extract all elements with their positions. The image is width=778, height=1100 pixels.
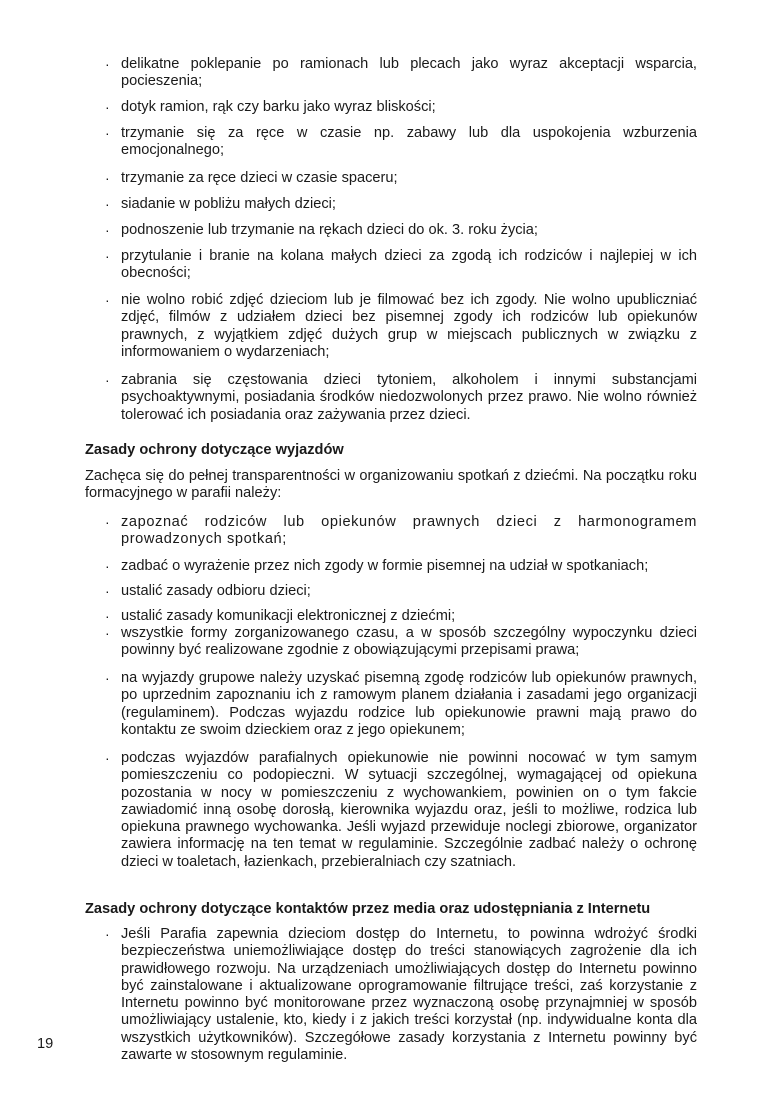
bullet-icon: · (105, 750, 110, 766)
list-item: · podczas wyjazdów parafialnych opiekunowie nie powinni nocować w tym samym pomieszczeniu co podopieczni. W sytuacji szczególnej, wymagającej od opiekuna pozostania w nocy w pomieszczeniu z wychowankiem, powinien on o tym fakcie zawiadomić inną osobę dorosłą, kierownika wyjazdu oraz, jeśli to możliwe, rodzica lub opiekuna prawnego wychowanka. Jeśli wyjazd przewiduje noclegi zbiorowe, organizator zawiera informację na ten temat w regulaminie. Szczególnie zadbać należy o ochronę dzieci w toaletach, łazienkach, przebieralniach czy szatniach. (105, 750, 697, 870)
bullet-icon: · (105, 926, 110, 942)
list-item: · nie wolno robić zdjęć dzieciom lub je filmować bez ich zgody. Nie wolno upubliczniać zdjęć, filmów z udziałem dzieci bez pisemnej zgody ich rodziców lub opiekunów prawnych, z wyjątkiem zdjęć dużych grup w miejscach publicznych w związku z informowaniem o wydarzeniach; (105, 292, 697, 360)
bullet-icon: · (105, 56, 110, 72)
bullet-icon: · (105, 248, 110, 264)
list-item: · przytulanie i branie na kolana małych dzieci za zgodą ich rodziców i najlepiej w ich obecności; (105, 248, 697, 282)
list-item: · zabrania się częstowania dzieci tytoniem, alkoholem i innymi substancjami psychoaktywnymi, posiadania środków niedozwolonych przez prawo. Nie wolno również tolerować ich posiadania oraz zażywania przez dzieci. (105, 372, 697, 423)
bullet-icon: · (105, 125, 110, 141)
list-item: · ustalić zasady odbioru dzieci; (105, 583, 311, 599)
bullet-icon: · (105, 292, 110, 308)
bullet-icon: · (105, 625, 110, 641)
list-item: · zapoznać rodziców lub opiekunów prawnych dzieci z harmonogramem prowadzonych spotkań; (105, 514, 697, 548)
list-item: · siadanie w pobliżu małych dzieci; (105, 196, 336, 212)
section-heading: Zasady ochrony dotyczące kontaktów przez media oraz udostępniania z Internetu (85, 901, 651, 917)
list-item: · ustalić zasady komunikacji elektronicznej z dziećmi; (105, 608, 456, 624)
list-item: · podnoszenie lub trzymanie na rękach dzieci do ok. 3. roku życia; (105, 222, 538, 238)
page-number: 19 (37, 1036, 54, 1052)
bullet-icon: · (105, 170, 110, 186)
bullet-icon: · (105, 99, 110, 115)
list-item: · delikatne poklepanie po ramionach lub plecach jako wyraz akceptacji wsparcia, pocieszenia; (105, 56, 697, 90)
list-item: · zadbać o wyrażenie przez nich zgody w formie pisemnej na udział w spotkaniach; (105, 558, 649, 574)
list-item: · trzymanie się za ręce w czasie np. zabawy lub dla uspokojenia wzburzenia emocjonalnego; (105, 125, 697, 159)
bullet-icon: · (105, 583, 110, 599)
bullet-icon: · (105, 196, 110, 212)
list-item: · trzymanie za ręce dzieci w czasie spaceru; (105, 170, 398, 186)
list-item: · dotyk ramion, rąk czy barku jako wyraz bliskości; (105, 99, 436, 115)
bullet-icon: · (105, 670, 110, 686)
bullet-icon: · (105, 222, 110, 238)
bullet-icon: · (105, 608, 110, 624)
list-item: · wszystkie formy zorganizowanego czasu, a w sposób szczególny wypoczynku dzieci powinny być realizowane zgodnie z obowiązującymi przepisami prawa; (105, 625, 697, 659)
list-item: · Jeśli Parafia zapewnia dzieciom dostęp do Internetu, to powinna wdrożyć środki bezpieczeństwa uniemożliwiające dostęp do treści stanowiących zagrożenie dla ich prawidłowego rozwoju. Na urządzeniach umożliwiających dostęp do Internetu powinno być zainstalowane i aktualizowane oprogramowanie filtrujące treści, zaś korzystanie z Internetu powinno być monitorowane przez wyznaczoną osobę przynajmniej w sposób umożliwiający ustalenie, kto, kiedy i z jakich treści korzystał (np. indywidualne konta dla wszystkich użytkowników). Szczegółowe zasady korzystania z Internetu powinny być zawarte w stosownym regulaminie. (105, 926, 697, 1064)
bullet-icon: · (105, 372, 110, 388)
section-heading: Zasady ochrony dotyczące wyjazdów (85, 442, 344, 458)
bullet-icon: · (105, 558, 110, 574)
section-intro: Zachęca się do pełnej transparentności w organizowaniu spotkań z dziećmi. Na początku roku formacyjnego w parafii należy: (85, 468, 697, 502)
list-item: · na wyjazdy grupowe należy uzyskać pisemną zgodę rodziców lub opiekunów prawnych, po uprzednim zapoznaniu ich z ramowym planem działania i zasadami jego organizacji (regulaminem). Podczas wyjazdu rodzice lub opiekunowie prawni mają prawo do kontaktu ze swoim dzieckiem oraz z jego opiekunem; (105, 670, 697, 738)
bullet-icon: · (105, 514, 111, 530)
